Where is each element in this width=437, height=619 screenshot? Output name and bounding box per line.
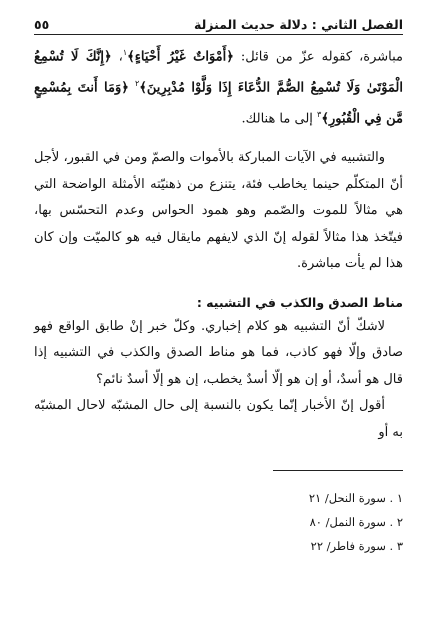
separator-1: ، <box>111 49 123 65</box>
header-divider <box>34 34 403 35</box>
chapter-title: الفصل الثاني : دلالة حديث المنزلة <box>194 17 403 32</box>
paragraph-2: والتشبيه في الآيات المباركة بالأموات والصمّ ومن في القبور، لأجل أنّ المتكلّم حينما يخاطب فئة، يتنزع من ذهنيّته الأمثلة الواضحة التي هي مثالاً للموت والصّمم وهو همود الحواس وعدم التحسّس بها، فيتّخذ هذا مثالاً لقوله إنّ الذي لايفهم مايقال فيه هو كالميّت وإن كان هذا لم يأت مباشرة. <box>34 150 403 272</box>
main-text <box>34 40 403 446</box>
footnote-ref-3: ٣ <box>317 109 322 119</box>
footnote-ref-1: ١ <box>122 48 128 57</box>
page-number: ٥٥ <box>34 17 50 32</box>
quran-quote-3: ﴿وَمَا أَنتَ بِمُسْمِعٍ مَّن فِي الْقُبُورِ﴾ <box>34 80 403 126</box>
quran-quote-1: ﴿أَمْوَاتٌ غَيْرُ أَحْيَاءٍ﴾ <box>127 49 234 65</box>
section-heading: مناط الصدق والكذب في التشبيه : <box>196 294 403 310</box>
footnote-3: ٣ . سورة فاطر/ ٢٢ <box>310 539 403 553</box>
footnote-2: ٢ . سورة النمل/ ٨٠ <box>309 515 403 529</box>
paragraph-1-lead: مباشرة، كقوله عزّ من قائل: <box>233 49 403 65</box>
paragraph-1-tail: إلى ما هنالك. <box>241 110 318 126</box>
paragraph-3: لاشكّ أنّ التشبيه هو كلام إخباري. وكلّ خبر إنْ طابق الواقع فهو صادق وإلّا فهو كاذب، فما هو مناط الصدق والكذب في التشبيه إذا قال هو أسدٌ، أو إن هو إلّا أسدٌ يخطب، إن هو إلّا أسدٌ نائم؟ <box>34 318 403 387</box>
paragraph-1 <box>34 40 403 132</box>
quran-quote-2: ﴿إِنَّكَ لَا تُسْمِعُ الْمَوْتَىٰ وَلَا تُسْمِعُ الصُّمَّ الدُّعَاءَ إِذَا وَلَّوْا مُدْبِرِينَ﴾ <box>34 49 403 96</box>
footnote-1: ١ . سورة النحل/ ٢١ <box>308 491 403 505</box>
paragraph-4: أقول إنّ الأخبار إنّما يكون بالنسبة إلى حال المشبّه لاحال المشبّه به أو <box>34 398 403 440</box>
footnote-ref-2: ٢ <box>134 78 140 88</box>
footnote-divider <box>273 470 403 471</box>
running-header <box>34 8 403 32</box>
footnotes <box>309 486 403 558</box>
